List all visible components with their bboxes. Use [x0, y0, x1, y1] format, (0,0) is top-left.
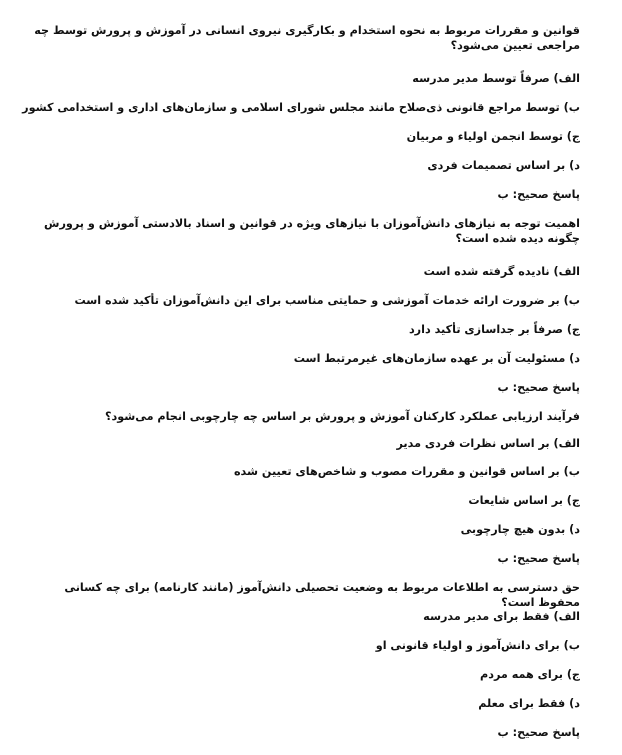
question-3-answer: پاسخ صحیح: ب [497, 552, 580, 565]
question-4-answer: پاسخ صحیح: ب [497, 726, 580, 739]
question-4-option-c: ج) برای همه مردم [480, 668, 580, 681]
question-4-option-b: ب) برای دانش‌آموز و اولیاء قانونی او [375, 639, 580, 652]
question-4-option-d: د) فقط برای معلم [478, 697, 580, 710]
question-2-option-d: د) مسئولیت آن بر عهده سازمان‌های غیرمرتبط است [293, 352, 580, 365]
question-3-option-c: ج) بر اساس شایعات [468, 494, 580, 507]
question-4-option-a: الف) فقط برای مدیر مدرسه [423, 610, 580, 623]
question-3-option-a: الف) بر اساس نظرات فردی مدیر [396, 437, 580, 450]
question-1-option-d: د) بر اساس تصمیمات فردی [427, 159, 580, 172]
question-4-text: حق دسترسی به اطلاعات مربوط به وضعیت تحصیلی دانش‌آموز (مانند کارنامه) برای چه کسانی محفوظ است؟ [64, 581, 580, 609]
question-1-text: قوانین و مقررات مربوط به نحوه استخدام و بکارگیری نیروی انسانی در آموزش و پرورش توسط چه مراجعی تعیین می‌شود؟ [34, 24, 580, 52]
question-3-option-d: د) بدون هیچ چارچوبی [460, 523, 580, 536]
question-2-option-c: ج) صرفاً بر جداسازی تأکید دارد [408, 323, 580, 336]
question-1-option-c: ج) توسط انجمن اولیاء و مربیان [406, 130, 580, 143]
question-2-option-a: الف) نادیده گرفته شده است [423, 265, 580, 278]
question-2-text: اهمیت توجه به نیازهای دانش‌آموزان با نیازهای ویژه در قوانین و اسناد بالادستی آموزش و پرورش چگونه دیده شده است؟ [44, 217, 580, 245]
question-3-option-b: ب) بر اساس قوانین و مقررات مصوب و شاخص‌های تعیین شده [233, 465, 580, 478]
question-3-text: فرآیند ارزیابی عملکرد کارکنان آموزش و پرورش بر اساس چه چارچوبی انجام می‌شود؟ [105, 410, 580, 423]
question-1-answer: پاسخ صحیح: ب [497, 188, 580, 201]
question-1-option-b: ب) توسط مراجع قانونی ذی‌صلاح مانند مجلس شورای اسلامی و سازمان‌های اداری و استخدامی کشور [22, 101, 580, 114]
question-2-answer: پاسخ صحیح: ب [497, 381, 580, 394]
question-1-option-a: الف) صرفاً توسط مدیر مدرسه [412, 72, 580, 85]
question-2-option-b: ب) بر ضرورت ارائه خدمات آموزشی و حمایتی مناسب برای این دانش‌آموزان تأکید شده است [74, 294, 580, 307]
